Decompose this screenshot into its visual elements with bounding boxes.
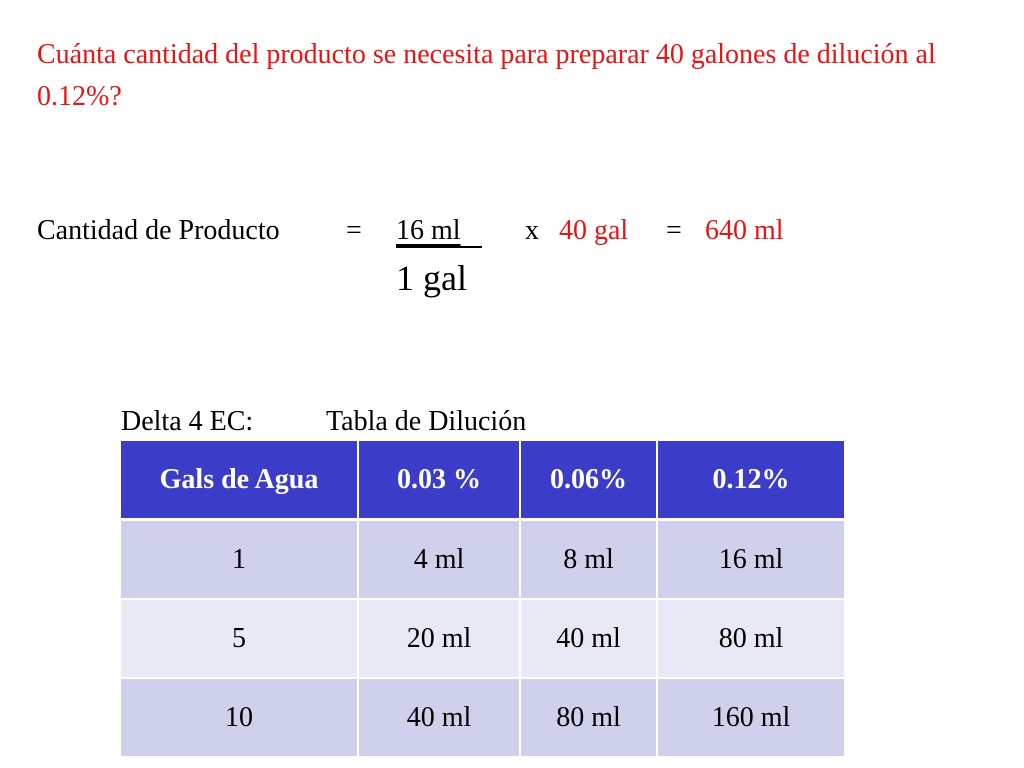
dilution-table: [119, 441, 846, 758]
table-cell: 40 ml: [520, 599, 657, 678]
table-cell: 8 ml: [520, 520, 657, 600]
equals-sign: =: [346, 215, 362, 246]
table-cell: 16 ml: [657, 520, 845, 600]
table-cell: 5: [120, 599, 358, 678]
table-header-row: [120, 441, 845, 520]
table-cell: 80 ml: [520, 678, 657, 757]
table-caption-product: Delta 4 EC:: [121, 406, 254, 437]
equation-result: 640 ml: [705, 215, 784, 246]
table-cell: 160 ml: [657, 678, 845, 757]
fraction-bar: [396, 246, 482, 248]
header-003: 0.03 %: [358, 441, 520, 520]
table-cell: 1: [120, 520, 358, 600]
header-gallons: Gals de Agua: [120, 441, 358, 520]
times-sign: x: [525, 215, 539, 246]
table-caption-title: Tabla de Dilución: [326, 406, 527, 437]
table-cell: 4 ml: [358, 520, 520, 600]
header-012: 0.12%: [657, 441, 845, 520]
equation-denominator: 1 gal: [396, 258, 467, 298]
table-row: [120, 520, 845, 600]
equation-label: Cantidad de Producto: [37, 215, 280, 246]
equation-numerator: 16 ml: [396, 215, 461, 246]
equals-sign-2: =: [666, 215, 682, 246]
table-cell: 20 ml: [358, 599, 520, 678]
header-006: 0.06%: [520, 441, 657, 520]
table-row: [120, 599, 845, 678]
equation-factor: 40 gal: [559, 215, 629, 246]
table-cell: 40 ml: [358, 678, 520, 757]
question-text: Cuánta cantidad del producto se necesita para preparar 40 galones de dilución al 0.12%?: [37, 39, 936, 112]
table-cell: 80 ml: [657, 599, 845, 678]
table-cell: 10: [120, 678, 358, 757]
table-row: [120, 678, 845, 757]
